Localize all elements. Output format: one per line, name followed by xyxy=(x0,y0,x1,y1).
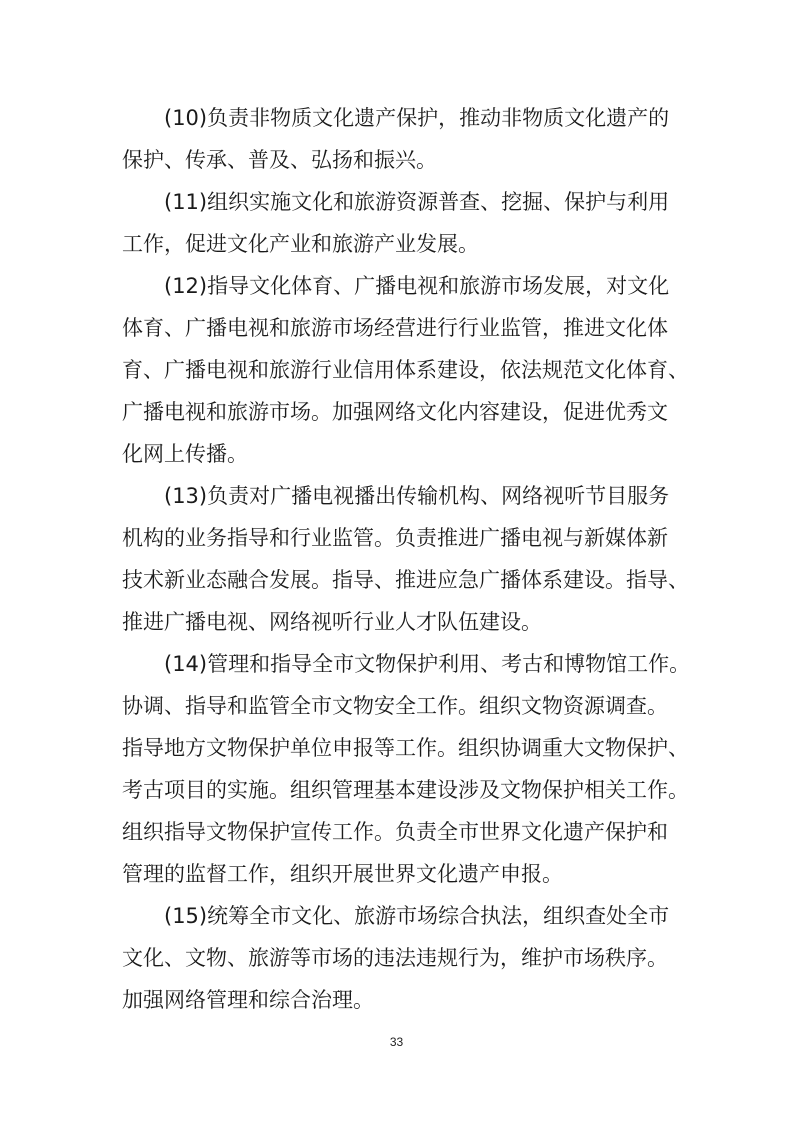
paragraph-14-line-2: 协调、指导和监管全市文物安全工作。组织文物资源调查。 xyxy=(122,694,668,718)
paragraph-11-line-2: 工作，促进文化产业和旅游产业发展。 xyxy=(122,232,479,256)
paragraph-15-line-1: (15)统筹全市文化、旅游市场综合执法，组织查处全市 xyxy=(164,904,670,928)
paragraph-12-line-1: (12)指导文化体育、广播电视和旅游市场发展，对文化 xyxy=(164,274,670,298)
paragraph-14-line-5: 组织指导文物保护宣传工作。负责全市世界文化遗产保护和 xyxy=(122,820,668,844)
paragraph-13-line-1: (13)负责对广播电视播出传输机构、网络视听节目服务 xyxy=(164,484,670,508)
paragraph-13-line-3: 技术新业态融合发展。指导、推进应急广播体系建设。指导、 xyxy=(122,568,689,592)
paragraph-14-line-3: 指导地方文物保护单位申报等工作。组织协调重大文物保护、 xyxy=(122,736,689,760)
paragraph-15-line-3: 加强网络管理和综合治理。 xyxy=(122,988,374,1012)
paragraph-15-line-2: 文化、文物、旅游等市场的违法违规行为，维护市场秩序。 xyxy=(122,946,668,970)
paragraph-13-line-2: 机构的业务指导和行业监管。负责推进广播电视与新媒体新 xyxy=(122,526,668,550)
paragraph-12-line-3: 育、广播电视和旅游行业信用体系建设，依法规范文化体育、 xyxy=(122,358,689,382)
paragraph-14-line-6: 管理的监督工作，组织开展世界文化遗产申报。 xyxy=(122,862,563,886)
paragraph-14-line-4: 考古项目的实施。组织管理基本建设涉及文物保护相关工作。 xyxy=(122,778,689,802)
paragraph-14-line-1: (14)管理和指导全市文物保护利用、考古和博物馆工作。 xyxy=(164,652,691,676)
paragraph-11-line-1: (11)组织实施文化和旅游资源普查、挖掘、保护与利用 xyxy=(164,190,670,214)
paragraph-13-line-4: 推进广播电视、网络视听行业人才队伍建设。 xyxy=(122,610,542,634)
paragraph-10-line-1: (10)负责非物质文化遗产保护，推动非物质文化遗产的 xyxy=(164,106,670,130)
paragraph-12-line-4: 广播电视和旅游市场。加强网络文化内容建设，促进优秀文 xyxy=(122,400,668,424)
paragraph-10-line-2: 保护、传承、普及、弘扬和振兴。 xyxy=(122,148,437,172)
paragraph-12-line-2: 体育、广播电视和旅游市场经营进行行业监管，推进文化体 xyxy=(122,316,668,340)
page-number: 33 xyxy=(389,1035,404,1049)
paragraph-12-line-5: 化网上传播。 xyxy=(122,442,248,466)
